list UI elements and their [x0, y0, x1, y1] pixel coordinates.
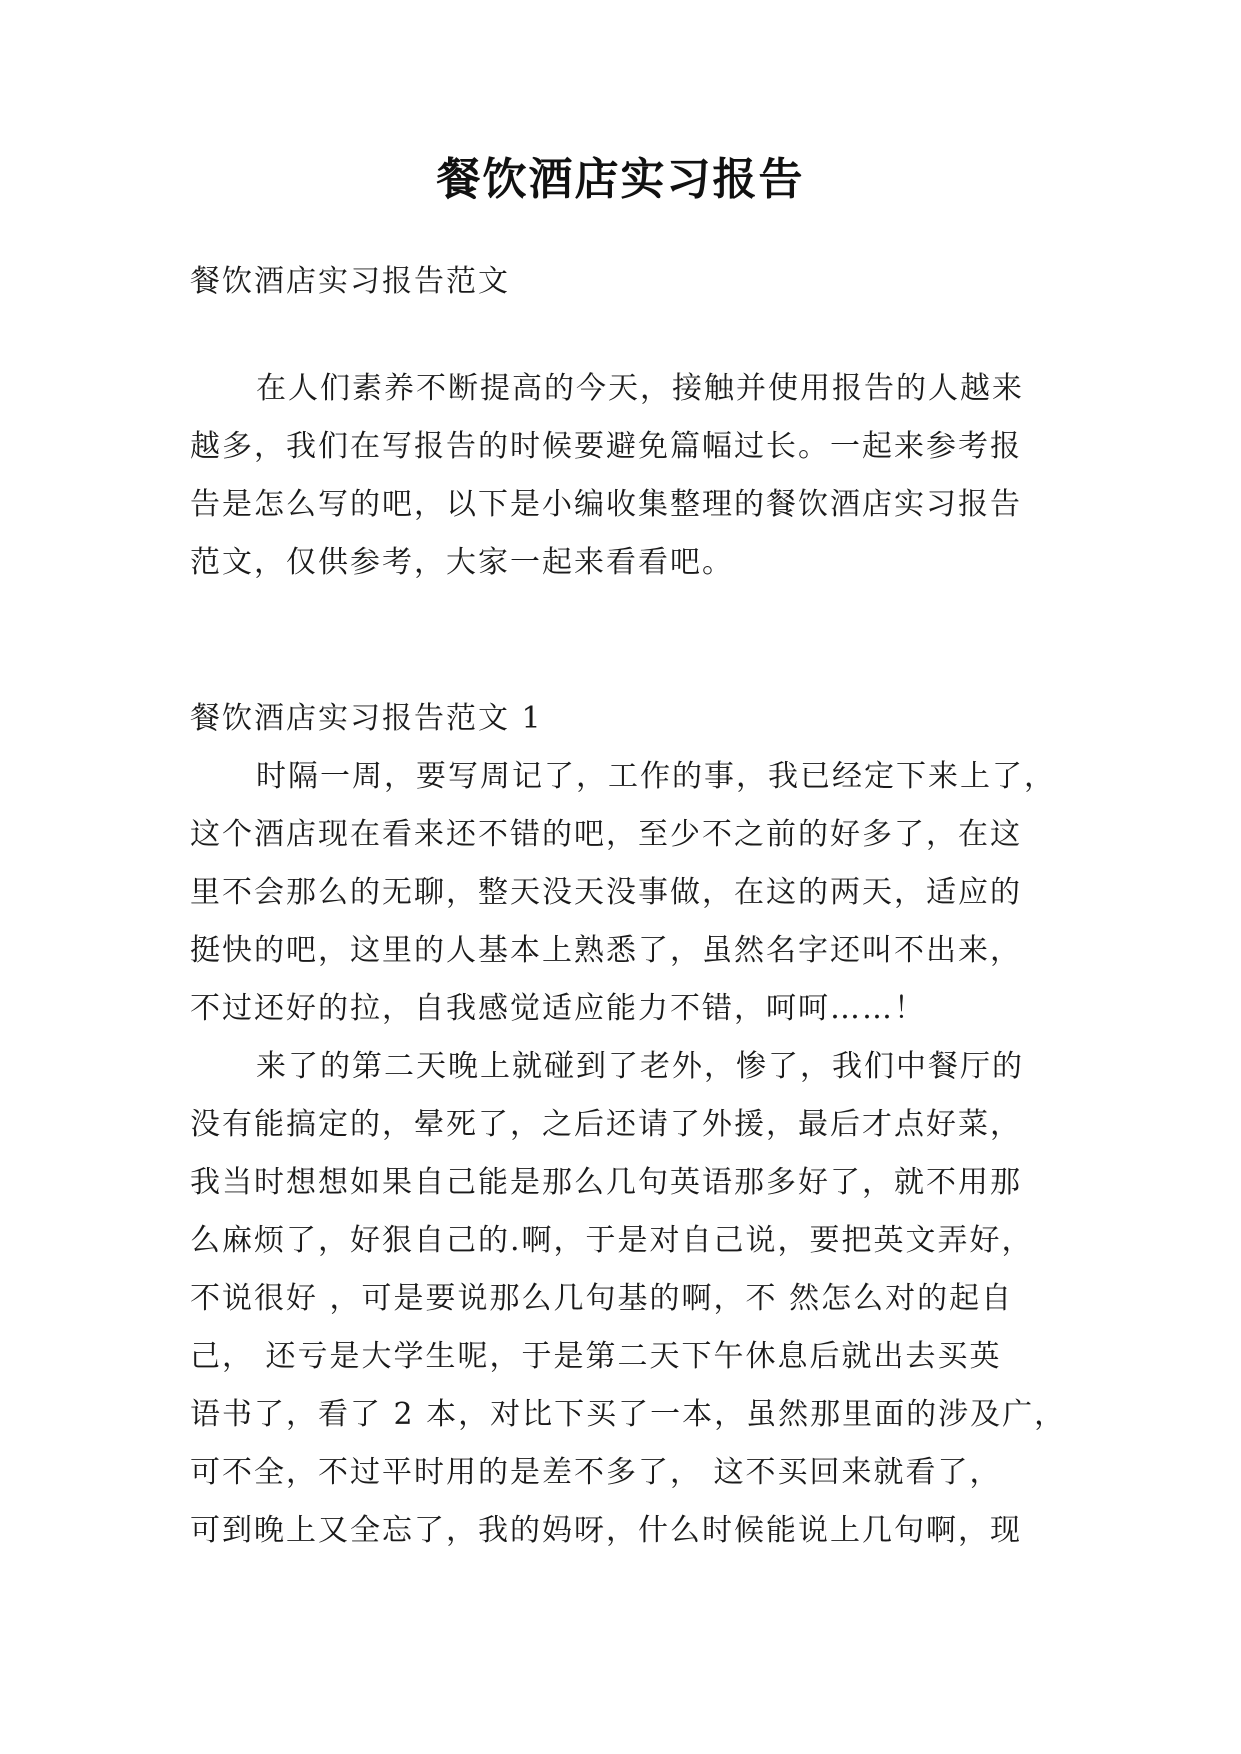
paragraph-line: 可不全，不过平时用的是差不多了， 这不买回来就看了， [190, 1455, 1002, 1490]
paragraph-line: 可到晚上又全忘了，我的妈呀，什么时候能说上几句啊，现 [190, 1513, 1022, 1548]
paragraph-line: 范文，仅供参考，大家一起来看看吧。 [190, 545, 734, 580]
document-subtitle [190, 253, 1060, 311]
document-title: 餐饮酒店实习报告 [436, 154, 805, 205]
paragraph-line: 语书了，看了 2 本，对比下买了一本，虽然那里面的涉及广， [190, 1397, 1067, 1432]
paragraph-line: 没有能搞定的，晕死了，之后还请了外援，最后才点好菜， [190, 1107, 1022, 1142]
section-heading [190, 690, 1060, 748]
body-paragraph-1 [190, 748, 1060, 1038]
paragraph-line: 时隔一周，要写周记了，工作的事，我已经定下来上了， [256, 759, 1056, 794]
paragraph-line: 里不会那么的无聊，整天没天没事做，在这的两天，适应的 [190, 875, 1022, 910]
paragraph-line: 己， 还亏是大学生呢，于是第二天下午休息后就出去买英 [190, 1339, 1002, 1374]
paragraph-line: 这个酒店现在看来还不错的吧，至少不之前的好多了，在这 [190, 817, 1022, 852]
paragraph-line: 来了的第二天晚上就碰到了老外，惨了，我们中餐厅的 [256, 1049, 1024, 1084]
subtitle-text: 餐饮酒店实习报告范文 [190, 264, 510, 299]
body-paragraph-2 [190, 1038, 1067, 1560]
paragraph-line: 我当时想想如果自己能是那么几句英语那多好了，就不用那 [190, 1165, 1022, 1200]
paragraph-line: 告是怎么写的吧，以下是小编收集整理的餐饮酒店实习报告 [190, 487, 1022, 522]
paragraph-line: 挺快的吧，这里的人基本上熟悉了，虽然名字还叫不出来， [190, 933, 1022, 968]
paragraph-line: 在人们素养不断提高的今天，接触并使用报告的人越来 [256, 371, 1024, 406]
paragraph-line: 么麻烦了，好狠自己的.啊，于是对自己说，要把英文弄好， [190, 1223, 1034, 1258]
section-heading-text: 餐饮酒店实习报告范文 1 [190, 701, 543, 736]
paragraph-line: 不说很好 ，可是要说那么几句基的啊，不 然怎么对的起自 [190, 1281, 1014, 1316]
paragraph-line: 不过还好的拉，自我感觉适应能力不错，呵呵……！ [190, 991, 926, 1026]
paragraph-line: 越多，我们在写报告的时候要避免篇幅过长。一起来参考报 [190, 429, 1022, 464]
intro-paragraph [190, 360, 1060, 592]
